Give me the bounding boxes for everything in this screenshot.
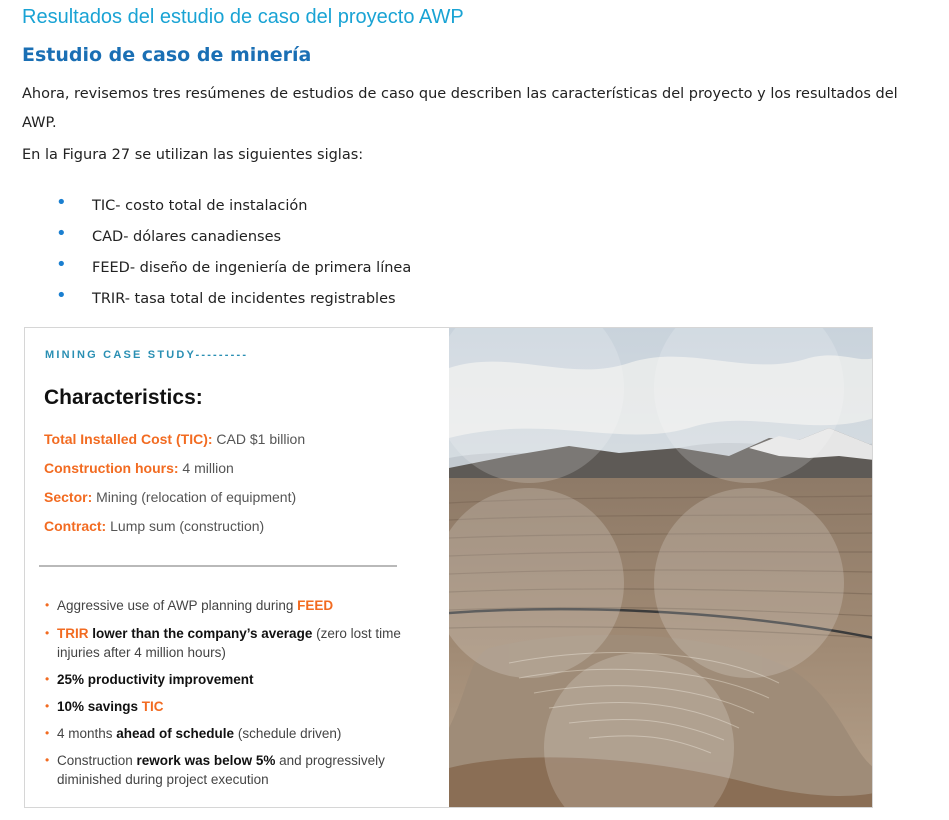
text-bold: 25% productivity improvement	[57, 672, 254, 687]
acronym-list	[56, 193, 411, 317]
result-item	[45, 596, 435, 615]
text-bold: lower than the company’s average	[88, 626, 313, 641]
characteristic-contract	[44, 518, 264, 534]
char-key: Construction hours:	[44, 460, 179, 476]
mine-photo-illustration	[449, 328, 873, 808]
char-key: Sector:	[44, 489, 93, 505]
text-part: (schedule driven)	[234, 726, 342, 741]
text-part: and progressively diminished during project execution	[57, 753, 385, 787]
bullet-icon: •	[56, 223, 67, 244]
bullet-icon: •	[45, 672, 50, 686]
page-title: Resultados del estudio de caso del proyecto AWP	[22, 6, 464, 28]
text-bold: 10% savings	[57, 699, 142, 714]
char-key	[44, 431, 213, 447]
bullet-icon: •	[56, 285, 67, 306]
result-text	[45, 751, 435, 789]
char-key-abbr: TIC	[180, 431, 204, 447]
char-value: CAD $1 billion	[212, 431, 306, 447]
text-part: Aggressive use of AWP planning during	[57, 598, 298, 613]
text-bold: rework was below 5%	[136, 753, 276, 768]
text-highlight: TIC	[141, 699, 164, 714]
list-item	[56, 193, 411, 224]
result-text	[45, 596, 435, 615]
text-part: (zero lost time injuries after 4 million hours)	[57, 626, 401, 660]
acronym-text: CAD- dólares canadienses	[92, 229, 282, 245]
list-item	[56, 224, 411, 255]
characteristic-tic	[44, 431, 305, 447]
bullet-icon: •	[45, 699, 50, 713]
char-key: Contract:	[44, 518, 107, 534]
case-study-label: MINING CASE STUDY---------	[45, 349, 249, 361]
list-item	[56, 255, 411, 286]
text-bold: ahead of schedule	[116, 726, 235, 741]
result-item	[45, 697, 435, 716]
bullet-icon: •	[45, 753, 50, 767]
figure-27	[24, 327, 873, 808]
text-part: 4 months	[57, 726, 117, 741]
figure-text-panel	[25, 328, 449, 807]
bullet-icon: •	[45, 726, 50, 740]
characteristics-title: Characteristics:	[44, 386, 203, 409]
characteristic-sector	[44, 489, 296, 505]
bullet-icon: •	[56, 192, 67, 213]
char-key-part: Total Installed Cost (	[44, 431, 181, 447]
text-part: Construction	[57, 753, 137, 768]
result-text	[45, 697, 435, 716]
acronyms-intro: En la Figura 27 se utilizan las siguientes siglas:	[22, 147, 364, 163]
result-item	[45, 724, 435, 743]
char-value: 4 million	[178, 460, 234, 476]
intro-paragraph: Ahora, revisemos tres resúmenes de estudios de caso que describen las características del proyecto y los resultados del AWP.	[22, 86, 898, 131]
acronym-text: FEED- diseño de ingeniería de primera línea	[92, 260, 412, 276]
char-key-part: ):	[203, 431, 213, 447]
acronym-text: TIC- costo total de instalación	[92, 198, 308, 214]
text-highlight: TRIR	[57, 626, 89, 641]
result-item	[45, 670, 435, 689]
char-value: Lump sum (construction)	[106, 518, 265, 534]
open-pit-mine-photo	[449, 328, 873, 807]
acronym-text: TRIR- tasa total de incidentes registrables	[92, 291, 396, 307]
result-text	[45, 670, 435, 689]
result-item	[45, 751, 435, 789]
bullet-icon: •	[45, 598, 50, 612]
result-text	[45, 724, 435, 743]
bullet-icon: •	[56, 254, 67, 275]
text-highlight: FEED	[297, 598, 334, 613]
bullet-icon: •	[45, 626, 50, 640]
characteristic-hours	[44, 460, 234, 476]
divider	[39, 565, 397, 567]
list-item	[56, 286, 411, 317]
result-text	[45, 624, 435, 662]
char-value: Mining (relocation of equipment)	[92, 489, 297, 505]
section-heading: Estudio de caso de minería	[22, 44, 312, 66]
result-item	[45, 624, 435, 662]
